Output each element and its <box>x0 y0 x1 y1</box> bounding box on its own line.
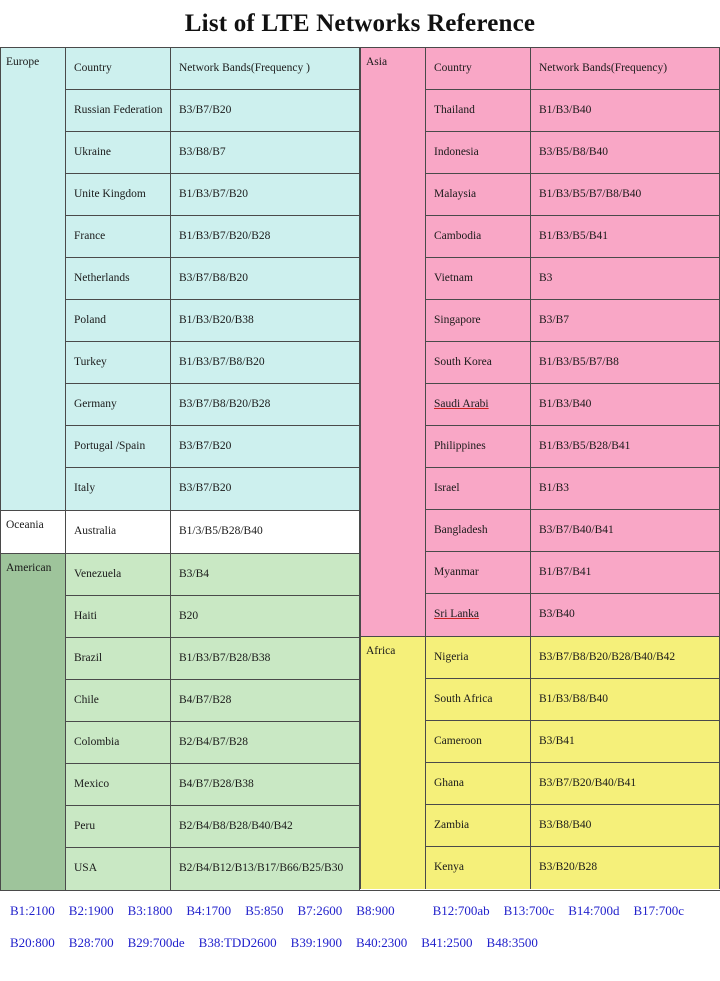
cell-bands: B3/B40 <box>531 594 720 636</box>
cell-bands: B1/B3 <box>531 468 720 509</box>
table-row <box>66 258 360 300</box>
legend-item: B13:700c <box>503 903 555 918</box>
table-row <box>426 426 720 468</box>
cell-bands: B3/B7/B40/B41 <box>531 510 720 551</box>
legend-item: B29:700de <box>127 935 185 950</box>
table-row <box>66 174 360 216</box>
cell-country: Kenya <box>426 847 531 889</box>
cell-country: Mexico <box>66 764 171 805</box>
legend-item: B7:2600 <box>297 903 343 918</box>
band-frequency-legend <box>0 891 720 973</box>
legend-line-2 <box>10 935 710 951</box>
cell-country: Chile <box>66 680 171 721</box>
cell-bands: B1/B3/B20/B38 <box>171 300 360 341</box>
region-rows-asia <box>426 48 720 636</box>
cell-country: Nigeria <box>426 637 531 678</box>
cell-bands: B3/B7 <box>531 300 720 341</box>
cell-country: Malaysia <box>426 174 531 215</box>
region-label-africa: Africa <box>360 637 426 889</box>
region-block-europe <box>0 48 360 510</box>
cell-country: Cameroon <box>426 721 531 762</box>
legend-item: B14:700d <box>568 903 620 918</box>
cell-bands: B20 <box>171 596 360 637</box>
cell-bands: B3/B7/B20 <box>171 426 360 467</box>
table-row <box>66 554 360 596</box>
table-row <box>426 90 720 132</box>
legend-item: B3:1800 <box>127 903 173 918</box>
left-column <box>0 48 360 890</box>
region-label-american: American <box>0 554 66 890</box>
cell-country: Zambia <box>426 805 531 846</box>
cell-bands: B3/B7/B8/B20/B28 <box>171 384 360 425</box>
cell-bands: B3/B7/B20/B40/B41 <box>531 763 720 804</box>
table-row <box>426 847 720 889</box>
cell-country: France <box>66 216 171 257</box>
cell-country: Philippines <box>426 426 531 467</box>
cell-bands: B1/B3/B5/B7/B8 <box>531 342 720 383</box>
cell-country: Turkey <box>66 342 171 383</box>
table-row <box>426 552 720 594</box>
cell-bands: B3/B5/B8/B40 <box>531 132 720 173</box>
region-rows-africa <box>426 637 720 889</box>
cell-country-text: Sri Lanka <box>434 608 480 621</box>
legend-item: B17:700c <box>633 903 685 918</box>
table-row <box>66 300 360 342</box>
column-header-country: Country <box>66 48 171 89</box>
legend-item: B39:1900 <box>290 935 342 950</box>
cell-country: South Korea <box>426 342 531 383</box>
cell-country: Indonesia <box>426 132 531 173</box>
table-row <box>66 511 360 553</box>
cell-bands: B1/B3/B5/B41 <box>531 216 720 257</box>
legend-item: B2:1900 <box>68 903 114 918</box>
cell-country: South Africa <box>426 679 531 720</box>
cell-country: Bangladesh <box>426 510 531 551</box>
cell-bands: B1/B3/B40 <box>531 384 720 425</box>
cell-bands: B3 <box>531 258 720 299</box>
cell-bands: B1/B3/B7/B20 <box>171 174 360 215</box>
page-title: List of LTE Networks Reference <box>184 10 536 37</box>
cell-country: Germany <box>66 384 171 425</box>
cell-country: Myanmar <box>426 552 531 593</box>
cell-bands: B1/B3/B8/B40 <box>531 679 720 720</box>
table-header-row <box>426 48 720 90</box>
cell-bands: B2/B4/B7/B28 <box>171 722 360 763</box>
cell-bands: B1/B7/B41 <box>531 552 720 593</box>
table-row <box>426 342 720 384</box>
table-row <box>426 216 720 258</box>
cell-bands: B3/B4 <box>171 554 360 595</box>
cell-bands: B3/B7/B8/B20/B28/B40/B42 <box>531 637 720 678</box>
legend-item: B48:3500 <box>486 935 538 950</box>
right-column <box>360 48 720 890</box>
region-label-oceania: Oceania <box>0 511 66 553</box>
table-row <box>66 426 360 468</box>
table-row <box>66 638 360 680</box>
cell-bands: B1/B3/B7/B20/B28 <box>171 216 360 257</box>
cell-bands: B3/B41 <box>531 721 720 762</box>
table-row <box>426 721 720 763</box>
table-row <box>66 722 360 764</box>
cell-bands: B1/B3/B40 <box>531 90 720 131</box>
lte-networks-table <box>0 47 720 891</box>
region-rows-oceania <box>66 511 360 553</box>
cell-country <box>426 594 531 636</box>
cell-country: Singapore <box>426 300 531 341</box>
cell-bands: B3/B20/B28 <box>531 847 720 889</box>
legend-spacer <box>409 903 419 919</box>
region-block-oceania <box>0 510 360 553</box>
cell-country: Colombia <box>66 722 171 763</box>
region-block-asia <box>360 48 720 636</box>
table-row <box>426 637 720 679</box>
cell-bands: B1/B3/B5/B7/B8/B40 <box>531 174 720 215</box>
cell-country: Russian Federation <box>66 90 171 131</box>
cell-country: Ghana <box>426 763 531 804</box>
cell-country: Brazil <box>66 638 171 679</box>
legend-line-1 <box>10 903 710 919</box>
cell-country: Australia <box>66 511 171 553</box>
legend-item: B8:900 <box>356 903 395 918</box>
cell-bands: B3/B7/B8/B20 <box>171 258 360 299</box>
cell-bands: B3/B8/B40 <box>531 805 720 846</box>
legend-item: B5:850 <box>245 903 284 918</box>
table-row <box>426 132 720 174</box>
cell-bands: B1/B3/B5/B28/B41 <box>531 426 720 467</box>
cell-bands: B3/B8/B7 <box>171 132 360 173</box>
table-header-row <box>66 48 360 90</box>
table-row <box>426 468 720 510</box>
cell-country: Ukraine <box>66 132 171 173</box>
table-row <box>66 848 360 890</box>
table-row <box>66 468 360 510</box>
cell-bands: B2/B4/B8/B28/B40/B42 <box>171 806 360 847</box>
cell-country: Thailand <box>426 90 531 131</box>
table-row <box>66 806 360 848</box>
cell-country: Venezuela <box>66 554 171 595</box>
cell-country: Israel <box>426 468 531 509</box>
cell-bands: B4/B7/B28 <box>171 680 360 721</box>
table-row <box>426 258 720 300</box>
table-row <box>426 594 720 636</box>
region-label-europe: Europe <box>0 48 66 510</box>
cell-bands: B4/B7/B28/B38 <box>171 764 360 805</box>
table-row <box>426 510 720 552</box>
cell-bands: B2/B4/B12/B13/B17/B66/B25/B30 <box>171 848 360 890</box>
column-header-country: Country <box>426 48 531 89</box>
region-rows-american <box>66 554 360 890</box>
cell-country: Peru <box>66 806 171 847</box>
table-row <box>66 764 360 806</box>
legend-item: B41:2500 <box>421 935 473 950</box>
column-header-bands: Network Bands(Frequency ) <box>171 48 360 89</box>
cell-bands: B1/3/B5/B28/B40 <box>171 511 360 553</box>
region-block-africa <box>360 636 720 889</box>
legend-item: B20:800 <box>10 935 55 950</box>
cell-country: Poland <box>66 300 171 341</box>
cell-country-text: Saudi Arabi <box>434 397 489 410</box>
table-row <box>66 596 360 638</box>
table-row <box>66 384 360 426</box>
legend-item: B12:700ab <box>432 903 490 918</box>
table-row <box>426 679 720 721</box>
table-row <box>66 90 360 132</box>
region-rows-europe <box>66 48 360 510</box>
legend-item: B38:TDD2600 <box>198 935 277 950</box>
table-row <box>426 805 720 847</box>
cell-country: Netherlands <box>66 258 171 299</box>
table-row <box>426 763 720 805</box>
cell-country: Haiti <box>66 596 171 637</box>
table-row <box>66 342 360 384</box>
region-label-asia: Asia <box>360 48 426 636</box>
cell-country: Unite Kingdom <box>66 174 171 215</box>
table-row <box>426 174 720 216</box>
table-row <box>66 132 360 174</box>
cell-country <box>426 384 531 425</box>
legend-item: B1:2100 <box>10 903 55 918</box>
table-row <box>426 384 720 426</box>
cell-country: Vietnam <box>426 258 531 299</box>
cell-bands: B3/B7/B20 <box>171 90 360 131</box>
legend-item: B40:2300 <box>355 935 408 950</box>
legend-item: B4:1700 <box>186 903 232 918</box>
region-block-american <box>0 553 360 890</box>
column-header-bands: Network Bands(Frequency) <box>531 48 720 89</box>
cell-bands: B1/B3/B7/B8/B20 <box>171 342 360 383</box>
cell-country: Italy <box>66 468 171 510</box>
table-row <box>66 216 360 258</box>
cell-bands: B3/B7/B20 <box>171 468 360 510</box>
table-row <box>426 300 720 342</box>
table-row <box>66 680 360 722</box>
cell-bands: B1/B3/B7/B28/B38 <box>171 638 360 679</box>
cell-country: Cambodia <box>426 216 531 257</box>
cell-country: USA <box>66 848 171 890</box>
cell-country: Portugal /Spain <box>66 426 171 467</box>
legend-item: B28:700 <box>68 935 114 950</box>
